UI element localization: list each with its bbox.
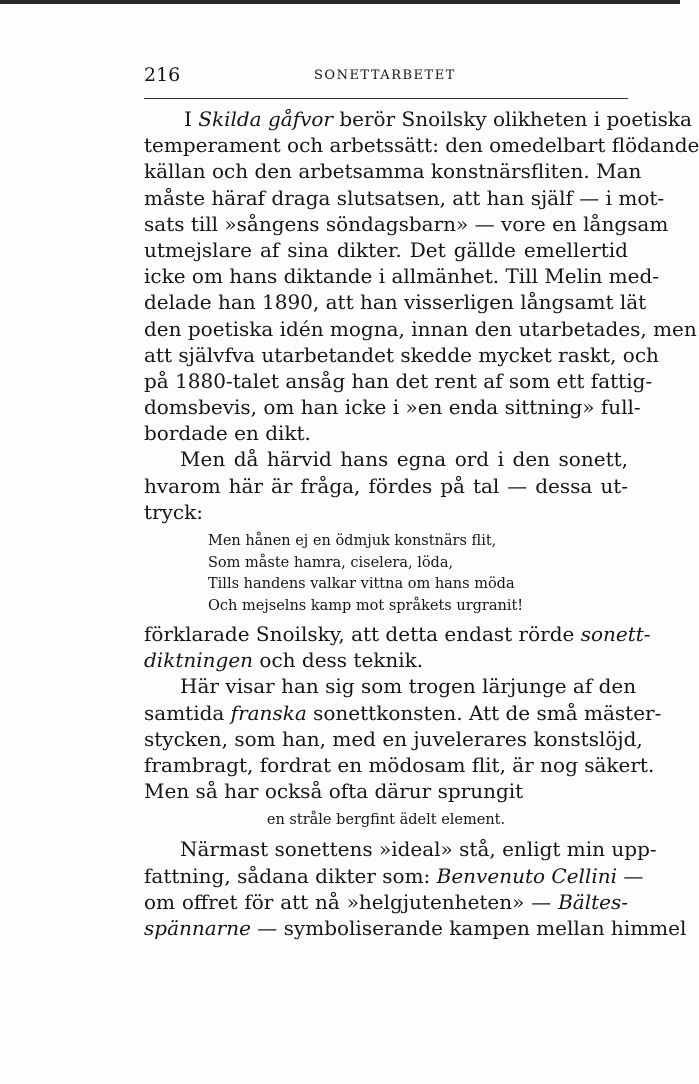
text-line: delade han 1890, att han visserligen långsamt lät [144, 290, 647, 315]
text-line: den poetiska idén mogna, innan den utarbetades, men [144, 316, 697, 341]
text-line: sats till »sångens söndagsbarn» — vore en långsam [144, 211, 669, 236]
text-line: på 1880-talet ansåg han det rent af som ett fattig- [144, 368, 653, 393]
text-line: tryck: [144, 499, 203, 524]
page-header [144, 64, 628, 92]
text-line: Men då härvid hans egna ord i den sonett, [180, 447, 628, 472]
text-line: Här visar han sig som trogen lärjunge af den [180, 674, 637, 699]
quote-line: en stråle bergfint ädelt element. [266, 812, 506, 829]
text-line: måste häraf draga slutsatsen, att han själf — i mot- [144, 185, 665, 210]
text-line: fattning, sådana dikter som: Benvenuto Cellini — [144, 863, 644, 888]
top-border [0, 0, 680, 4]
text-line: stycken, som han, med en juvelerares konstslöjd, [144, 726, 643, 751]
text-line: icke om hans diktande i allmänhet. Till Melin med- [144, 264, 660, 289]
text-line: I Skilda gåfvor berör Snoilsky olikheten i poetiska [184, 107, 692, 131]
verse-line: Men hånen ej en ödmjuk konstnärs flit, [208, 533, 497, 549]
text-line: Men så har också ofta därur sprungit [144, 779, 524, 804]
text-line: domsbevis, om han icke i »en enda sittning» full- [144, 395, 641, 420]
text-line: bordade en dikt. [144, 421, 311, 446]
text-line: hvarom här är fråga, fördes på tal — dessa ut- [144, 473, 628, 498]
text-line: temperament och arbetssätt: den omedelbart flödande [144, 133, 699, 158]
text-line: Närmast sonettens »ideal» stå, enligt min upp- [180, 837, 657, 862]
text-line: källan och den arbetsamma konstnärsfliten. Man [144, 159, 642, 184]
running-title: SONETTARBETET [314, 68, 456, 83]
text-line: om offret för att nå »helgjutenheten» — Bältes- [144, 889, 628, 914]
text-line: spännarne — symboliserande kampen mellan himmel [144, 915, 687, 940]
header-rule [144, 98, 628, 99]
body-text [144, 106, 699, 941]
verse-line: Tills handens valkar vittna om hans möda [208, 576, 515, 592]
text-line: att självfva utarbetandet skedde mycket raskt, och [144, 342, 659, 367]
text-line: förklarade Snoilsky, att detta endast rörde sonett- [144, 622, 651, 646]
verse-line: Som måste hamra, ciselera, löda, [208, 554, 454, 571]
page-number: 216 [144, 64, 181, 86]
text-line: samtida franska sonettkonsten. Att de små mäster- [144, 700, 662, 725]
text-line: utmejslare af sina dikter. Det gällde emellertid [144, 237, 628, 262]
verse-line: Och mejselns kamp mot språkets urgranit! [208, 597, 524, 614]
verse-quote [144, 531, 628, 617]
text-line: diktningen och dess teknik. [144, 648, 424, 673]
text-line: frambragt, fordrat en mödosam flit, är nog säkert. [144, 752, 655, 777]
